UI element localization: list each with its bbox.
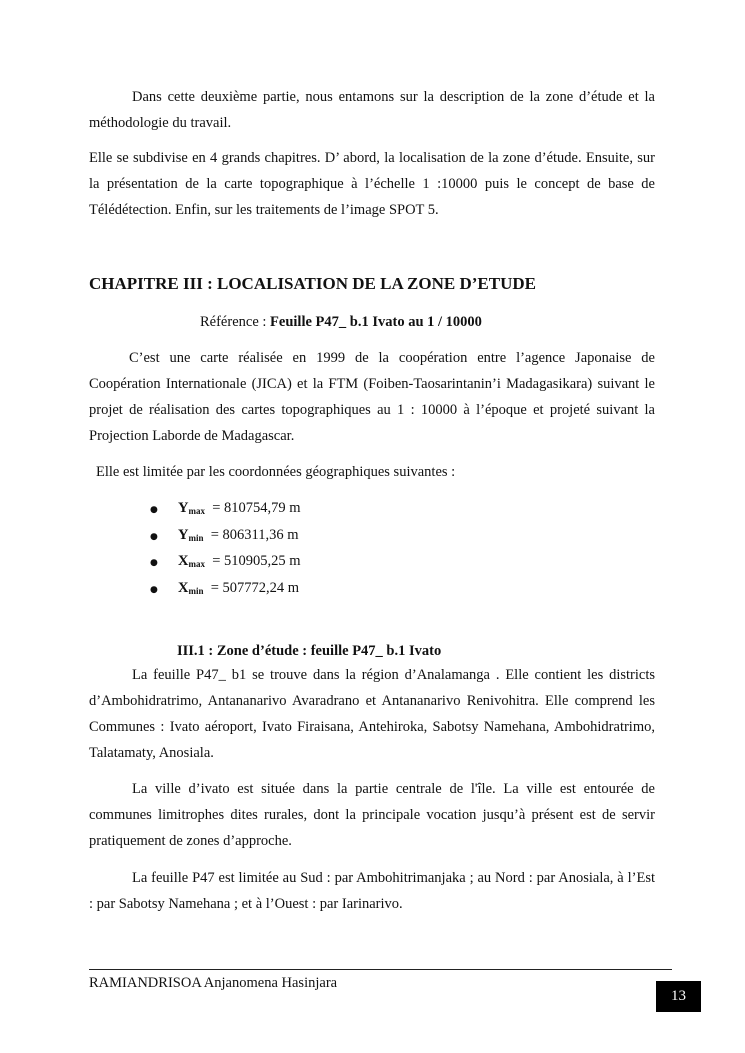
coordinate-item: ● $Y_{max} = 810754,79$ m <box>150 498 301 518</box>
section-paragraph-2: La ville d’ivato est située dans la partie centrale de l'île. La ville est entourée de communes limitrophes dites rurales, dont la principale vocation jusqu’à présent est de servir pratiquement de zones d’approche. <box>89 781 655 849</box>
reference-value: Feuille P47_ b.1 Ivato au 1 / 10000 <box>270 314 482 330</box>
coordinate-value: = 507772,24 m <box>210 580 300 596</box>
chapter-paragraph: C’est une carte réalisée en 1999 de la coopération entre l’agence Japonaise de Coopération Internationale (JICA) et la FTM (Foiben-Taosarintanin’i Madagasikara) suivant le projet de réalisation des cartes topographiques au 1 : 10000 à l’époque et projeté suivant la Projection Laborde de Madagascar. <box>89 350 655 444</box>
coordinate-value: = 806311,36 m <box>210 527 299 543</box>
bullet-icon: ● <box>150 532 158 542</box>
coordinate-item: ● $X_{max} = 510905,25$ m <box>150 551 301 571</box>
page-number: 13 <box>656 981 701 1012</box>
coordinate-item: ● $Y_{min} = 806311,36$ m <box>150 525 299 545</box>
bullet-icon: ● <box>150 505 158 515</box>
coordinate-item: ● $X_{min} = 507772,24$ m <box>150 578 299 598</box>
footer-divider <box>89 969 672 970</box>
reference-label: Référence : <box>200 314 271 330</box>
footer-author: RAMIANDRISOA Anjanomena Hasinjara <box>89 975 338 991</box>
section-paragraph-3: La feuille P47 est limitée au Sud : par Ambohitrimanjaka ; au Nord : par Anosiala, à l’Est : par Sabotsy Namehana ; et à l’Ouest : par Iarinarivo. <box>89 870 655 912</box>
section-paragraph-1: La feuille P47_ b1 se trouve dans la région d’Analamanga . Elle contient les districts d’Ambohidratrimo, Antananarivo Avaradrano et Antananarivo Renivohitra. Elle comprend les Communes : Ivato aéroport, Ivato Firaisana, Antehiroka, Sabotsy Namehana, Ambohidratrimo, Talatamaty, Anosiala. <box>89 667 655 761</box>
intro-paragraph-1: Dans cette deuxième partie, nous entamons sur la description de la zone d’étude et la méthodologie du travail. <box>89 89 655 131</box>
section-title: III.1 : Zone d’étude : feuille P47_ b.1 Ivato <box>177 643 442 659</box>
reference-line <box>200 311 482 333</box>
intro-paragraph-2: Elle se subdivise en 4 grands chapitres. D’ abord, la localisation de la zone d’étude. Ensuite, sur la présentation de la carte topographique à l’échelle 1 :10000 puis le concept de base de Télédétection. Enfin, sur les traitements de l’image SPOT 5. <box>89 150 655 218</box>
chapter-title: CHAPITRE III : LOCALISATION DE LA ZONE D’ETUDE <box>89 274 536 293</box>
coordinate-value: = 810754,79 m <box>212 500 301 516</box>
bullet-icon: ● <box>150 558 158 568</box>
coordinate-value: = 510905,25 m <box>212 553 301 569</box>
bullet-icon: ● <box>150 585 158 595</box>
limits-intro: Elle est limitée par les coordonnées géographiques suivantes : <box>96 464 456 480</box>
